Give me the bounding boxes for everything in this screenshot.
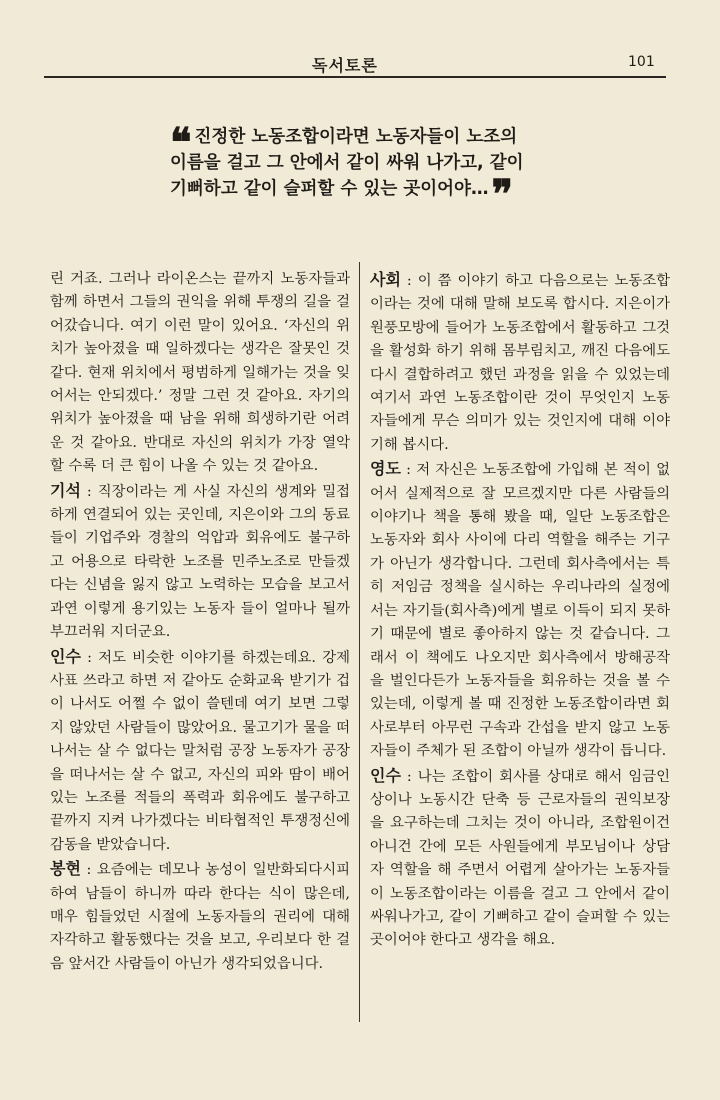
dialogue-text: : 이 쯤 이야기 하고 다음으로는 노동조합이라는 것에 대해 말해 보도록 합시다. 지은이가 원풍모방에 들어가 노동조합에서 활동하고 그것을 활성화 하기 위해 몸부림치고, 깨진 다음에도 다시 결합하려고 했던 과정을 읽을 수 있었는데 여기서 과연 노동조합이란 것이 무엇인지 노동자들에게 무슨 의미가 있는 것인지에 대해 이야기해 봅시다.	[370, 273, 670, 453]
close-quote-icon: ❞	[491, 171, 513, 218]
dialogue-text: : 저도 비슷한 이야기를 하겠는데요. 강제사표 쓰라고 하면 저 같아도 순화교육 받기가 겁이 나서도 어쩔 수 없이 쓸텐데 여기 보면 그렇지 않았던 사람들이 많았어요. 물고기가 물을 떠나서는 살 수 없다는 말처럼 공장 노동자가 공장을 떠나서는 살 수 없고, 자신의 피와 땀이 배어 있는 노조를 적들의 폭력과 회유에도 불구하고 끝까지 지켜 나가겠다는 비타협적인 투쟁정신에 감동을 받았습니다.	[50, 649, 350, 853]
column-divider	[359, 262, 360, 1022]
dialogue-text: : 요즘에는 데모나 농성이 일반화되다시피 하여 남들이 하니까 따라 한다는 식이 많은데, 매우 힘들었던 시절에 노동자들의 권리에 대해 자각하고 활동했다는 것을 보고, 우리보다 한 걸음 앞서간 사람들이 아닌가 생각되었읍니다.	[50, 862, 350, 972]
right-column	[370, 268, 670, 953]
speaker-name: 영도	[370, 459, 401, 479]
left-column	[50, 268, 350, 976]
speaker-name: 봉현	[50, 859, 81, 879]
header-rule	[44, 76, 666, 78]
page-number: 101	[628, 54, 655, 70]
dialogue-paragraph	[50, 857, 350, 976]
dialogue-text: : 저 자신은 노동조합에 가입해 본 적이 없어서 실제적으로 잘 모르겠지만 다른 사람들의 이야기나 책을 통해 봤을 때, 일단 노동조합은 노동자와 회사 사이에 다리 역할을 해주는 기구가 아닌가 생각합니다. 그런데 회사측에서는 특히 저임금 정책을 실시하는 우리나라의 실정에서는 자기들(회사측)에게 별로 이득이 되지 못하기 때문에 별로 좋아하지 않는 것 같습니다. 그래서 이 책에도 나오지만 회사측에서 방해공작을 벌인다든가 노동자들을 회유하는 것을 볼 수 있는데, 이렇게 볼 때 진정한 노동조합이라면 회사로부터 아무런 구속과 간섭을 받지 않고 노동자들이 주체가 된 조합이 아닐까 생각이 듭니다.	[370, 462, 670, 760]
speaker-name: 인수	[370, 765, 401, 785]
dialogue-paragraph	[370, 457, 670, 763]
speaker-name: 기석	[50, 480, 81, 500]
speaker-name: 사회	[370, 270, 401, 289]
speaker-name: 인수	[50, 646, 81, 666]
dialogue-paragraph	[50, 479, 350, 645]
section-title: 독서토론	[312, 56, 378, 75]
dialogue-paragraph	[50, 645, 350, 858]
dialogue-text: : 직장이라는 게 사실 자신의 생계와 밀접하게 연결되어 있는 곳인데, 지은이와 그의 동료들이 기업주와 경찰의 억압과 회유에도 불구하고 어용으로 타락한 노조를 민주노조로 만들겠다는 신념을 잃지 않고 노력하는 모습을 보고서 과연 이렇게 용기있는 노동자 들이 얼마나 될까 부끄러워 지더군요.	[50, 483, 350, 641]
continued-paragraph: 린 거죠. 그러나 라이온스는 끝까지 노동자들과 함께 하면서 그들의 권익을 위해 투쟁의 길을 걸어갔습니다. 여기 이런 말이 있어요. ‘자신의 위치가 높아졌을 때 일하겠다는 생각은 잘못인 것 같다. 현재 위치에서 평범하게 일해가는 것을 잊어서는 안되겠다.’ 정말 그런 것 같아요. 자기의 위치가 높아졌을 때 남을 위해 희생하기란 어려운 것 같아요. 반대로 자신의 위치가 가장 열악할 수록 더 큰 힘이 나올 수 있는 것 같아요.	[50, 271, 350, 475]
pull-quote	[170, 119, 540, 218]
dialogue-paragraph	[370, 268, 670, 457]
open-quote-icon: ❝	[170, 119, 192, 166]
dialogue-paragraph	[370, 764, 670, 953]
pull-quote-text: 진정한 노동조합이라면 노동자들이 노조의 이름을 걸고 그 안에서 같이 싸워 나가고, 같이 기뻐하고 같이 슬퍼할 수 있는 곳이어야…	[170, 127, 524, 199]
dialogue-text: : 나는 조합이 회사를 상대로 해서 임금인상이나 노동시간 단축 등 근로자들의 권익보장을 요구하는데 그치는 것이 아니라, 조합원이건 아니건 간에 모든 사원들에게 부모님이나 상담자 역할을 해 주면서 어렵게 살아가는 노동자들이 노동조합이라는 이름을 걸고 그 안에서 같이 싸워나가고, 같이 기뻐하고 같이 슬퍼할 수 있는 곳이어야 한다고 생각을 해요.	[370, 768, 670, 949]
